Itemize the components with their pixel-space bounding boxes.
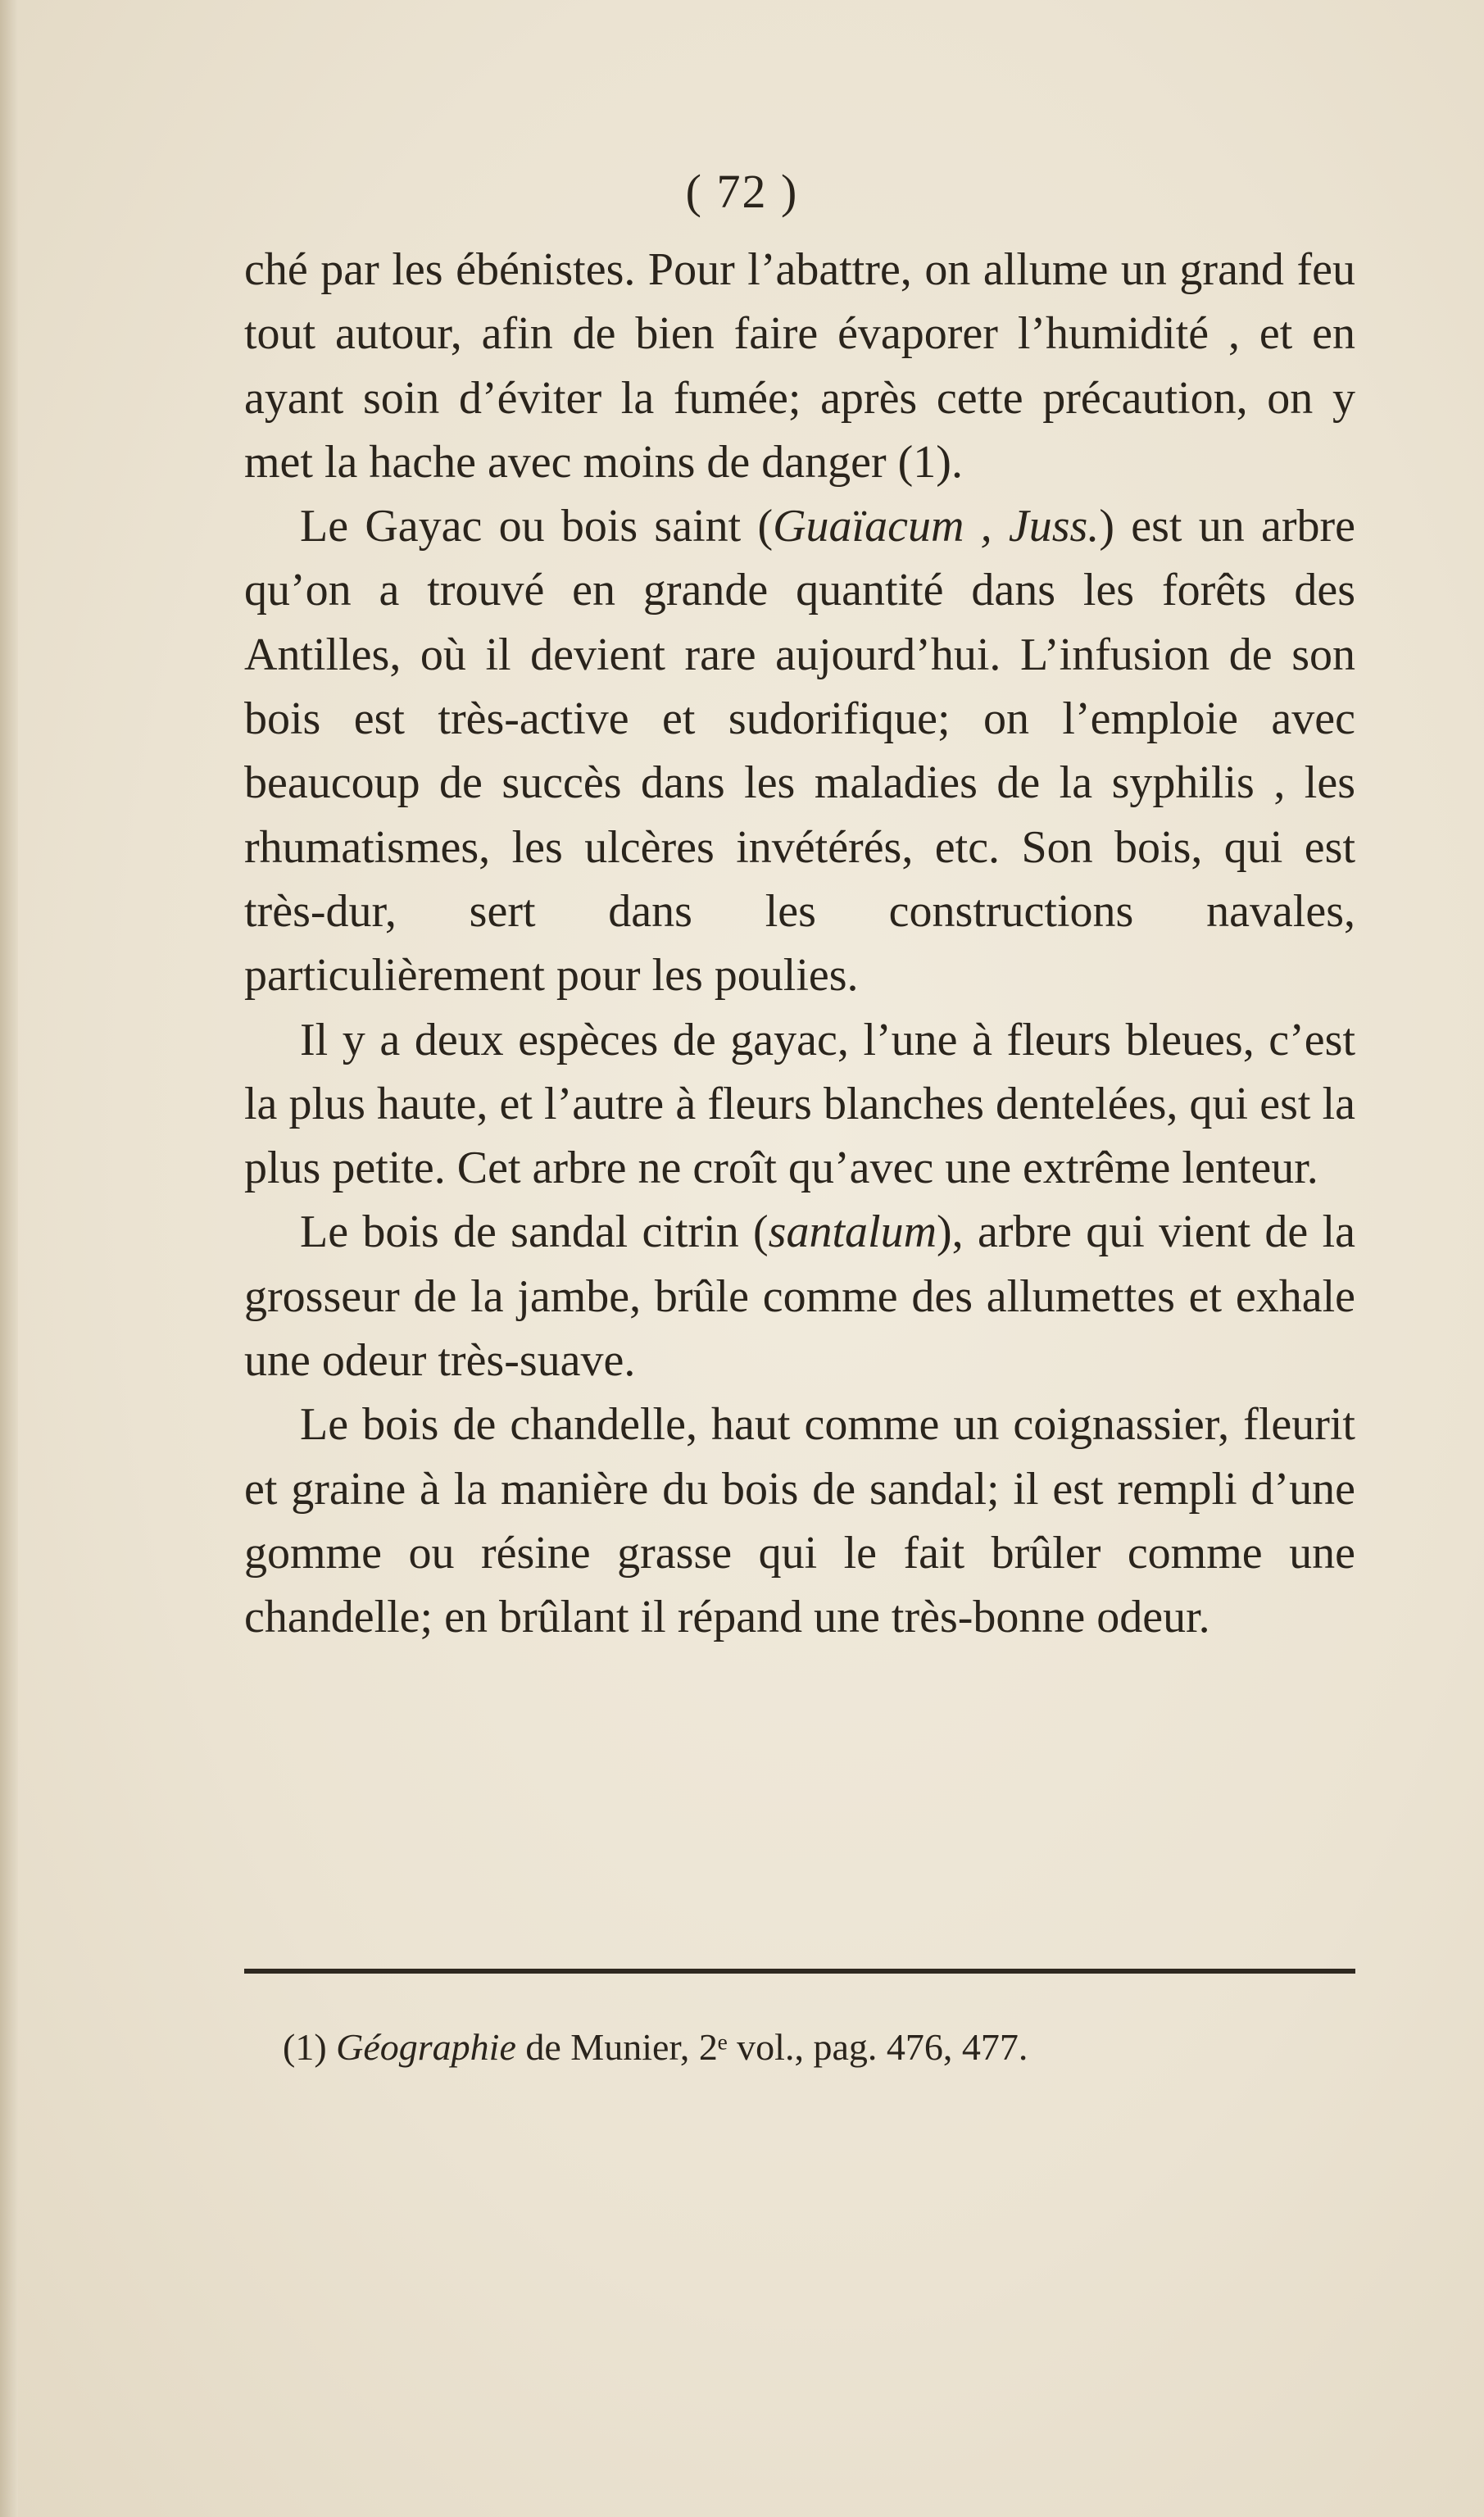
paragraph-sandal-latin-name: santalum xyxy=(768,1206,937,1258)
paragraph-chandelle: Le bois de chandelle, haut comme un coignassier, fleurit et graine à la manière du bois de sandal; il est rempli d’une gomme ou résine grasse qui le fait brûler comme une chandelle; en brûlant il répand une très-bonne odeur. xyxy=(244,1399,1355,1643)
footnote-source-title: Géographie xyxy=(336,2026,516,2068)
footnote-marker: (1) xyxy=(283,2026,327,2068)
paragraph-sandal-end: ), arbre qui vient de la grosseur de la jambe, brûle comme des allumettes et exhale une odeur très-suave. xyxy=(244,1206,1355,1387)
paragraph-gayac xyxy=(244,494,1355,1007)
body-text xyxy=(244,238,1355,1650)
footnote xyxy=(283,2023,1348,2072)
paragraph-sandal-start: Le bois de sandal citrin ( xyxy=(300,1206,769,1258)
paragraph-gayac-end: ) est un arbre qu’on a trouvé en grande quantité dans les forêts des Antilles, où il devient rare aujourd’hui. L’infusion de son bois est très-active et sudorifique; on l’emploie avec beaucoup de succès dans les maladies de la syphilis , les rhumatismes, les ulcères invétérés, etc. Son bois, qui est très-dur, sert dans les constructions navales, particulièrement pour les poulies. xyxy=(244,501,1355,1002)
paragraph-gayac-latin-name: Guaïacum , Juss. xyxy=(773,501,1100,552)
paragraph-two-species: Il y a deux espèces de gayac, l’une à fleurs bleues, c’est la plus haute, et l’autre à fleurs blanches dentelées, qui est la plus petite. Cet arbre ne croît qu’avec une extrême lenteur. xyxy=(244,1014,1355,1194)
paragraph-ebenistes: ché par les ébénistes. Pour l’abattre, on allume un grand feu tout autour, afin de bien faire évaporer l’humidité , et en ayant soin d’éviter la fumée; après cette précaution, on y met la hache avec moins de danger (1). xyxy=(244,244,1355,488)
paragraph-gayac-start: Le Gayac ou bois saint ( xyxy=(300,501,774,552)
paragraph-sandal xyxy=(244,1200,1355,1393)
footnote-reference: de Munier, 2ᵉ vol., pag. 476, 477. xyxy=(525,2026,1028,2068)
footnote-rule xyxy=(244,1969,1355,1974)
binding-edge xyxy=(0,0,18,2517)
page-number: ( 72 ) xyxy=(685,165,799,218)
